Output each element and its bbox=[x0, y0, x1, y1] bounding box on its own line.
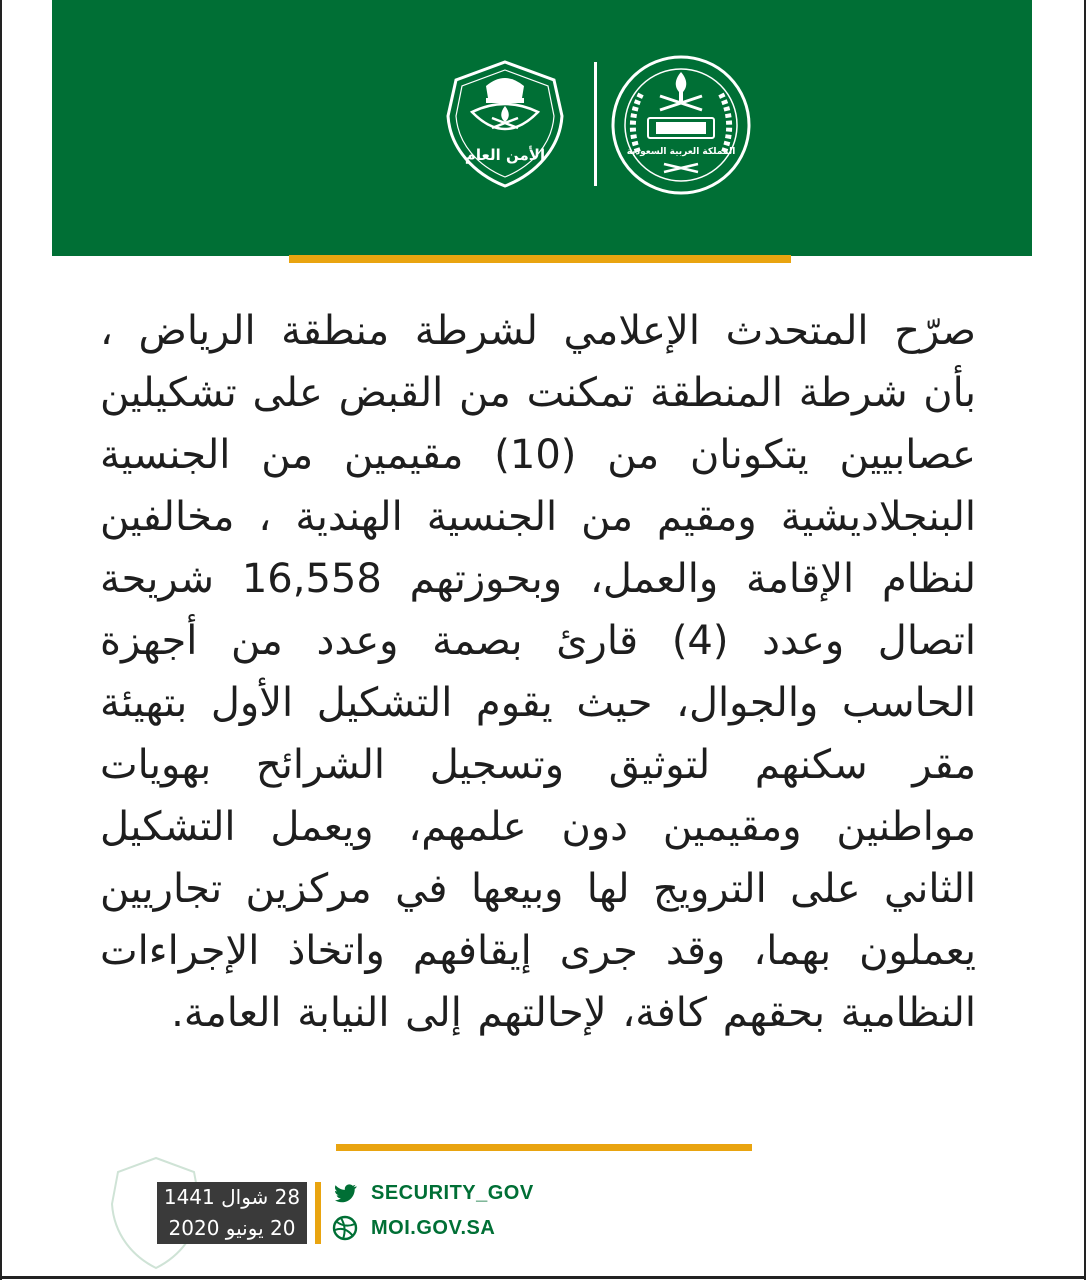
svg-text:المملكة العربية السعودية: المملكة العربية السعودية bbox=[626, 147, 736, 157]
frame-bottom-border bbox=[0, 1276, 1086, 1279]
header-banner bbox=[52, 0, 1032, 256]
website-link[interactable] bbox=[331, 1213, 495, 1243]
ministry-logo bbox=[608, 52, 754, 198]
header-divider bbox=[594, 62, 597, 186]
press-statement: صرّح المتحدث الإعلامي لشرطة منطقة الرياض ، بأن شرطة المنطقة تمكنت من القبض على تشكيلين عصابيين يتكونان من (10) مقيمين من الجنسية البنجلاديشية ومقيم من الجنسية الهندية ، مخالفين لنظام الإقامة والعمل، وبحوزتهم 16,558 شريحة اتصال وعدد (4) قارئ بصمة وعدد من أجهزة الحاسب والجوال، حيث يقوم التشكيل الأول بتهيئة مقر سكنهم لتوثيق وتسجيل الشرائح بهويات مواطنين ومقيمين دون علمهم، ويعمل التشكيل الثاني على الترويج لها وبيعها في مركزين تجاريين يعملون بهما، وقد جرى إيقافهم واتخاذ الإجراءات النظامية بحقهم كافة، لإحالتهم إلى النيابة العامة. bbox=[100, 308, 977, 1036]
twitter-link[interactable] bbox=[331, 1178, 534, 1208]
website-url: MOI.GOV.SA bbox=[371, 1216, 496, 1239]
gregorian-date: 20 يونيو 2020 bbox=[168, 1216, 296, 1240]
twitter-handle: SECURITY_GOV bbox=[371, 1181, 534, 1204]
top-accent-bar bbox=[289, 255, 791, 263]
bottom-accent-bar bbox=[336, 1144, 752, 1151]
svg-text:الأمن العام: الأمن العام bbox=[464, 146, 546, 164]
date-box bbox=[157, 1182, 307, 1244]
hijri-date: 28 شوال 1441 bbox=[163, 1185, 301, 1209]
globe-icon bbox=[331, 1214, 359, 1242]
twitter-icon bbox=[331, 1179, 359, 1207]
frame-left-border bbox=[0, 0, 2, 1280]
date-accent-bar bbox=[315, 1182, 321, 1244]
public-security-logo bbox=[442, 56, 568, 190]
